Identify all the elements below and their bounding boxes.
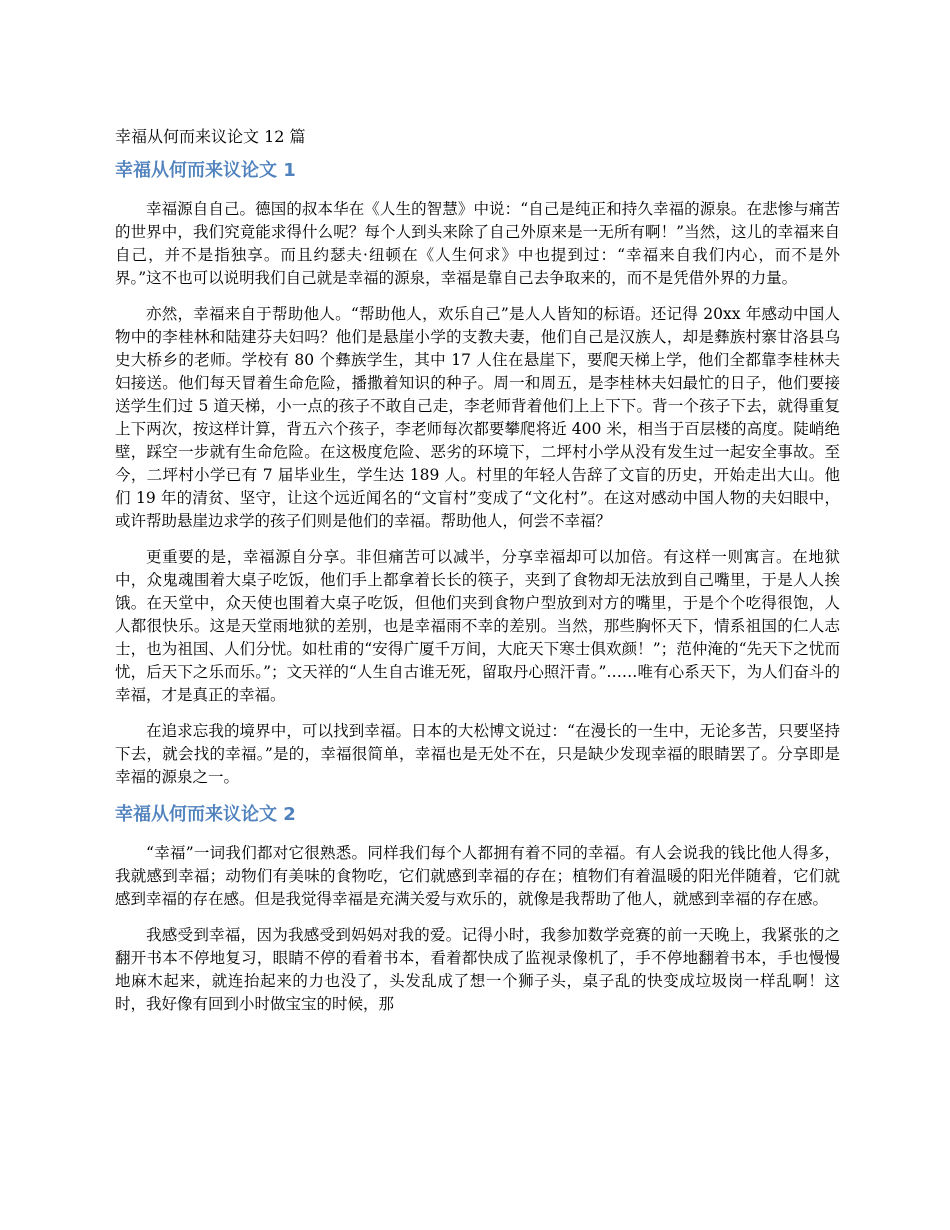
- paragraph: “幸福”一词我们都对它很熟悉。同样我们每个人都拥有着不同的幸福。有人会说我的钱比他人得多，我就感到幸福；动物们有美味的食物吃，它们就感到幸福的存在；植物们有着温暖的阳光伴随着，它们就感到幸福的存在感。但是我觉得幸福是充满关爱与欢乐的，就像是我帮助了他人，就感到幸福的存在感。: [115, 844, 840, 908]
- paragraph: 亦然，幸福来自于帮助他人。“帮助他人，欢乐自己”是人人皆知的标语。还记得 20xx 年感动中国人物中的李桂林和陆建芬夫妇吗？他们是悬崖小学的支教夫妻，他们自己是汉族人，却是彝族村寨甘洛县乌史大桥乡的老师。学校有 80 个彝族学生，其中 17 人住在悬崖下，要爬天梯上学，他们全都靠李桂林夫妇接送。他们每天冒着生命危险，播撒着知识的种子。周一和周五，是李桂林夫妇最忙的日子，他们要接送学生们过 5 道天梯，小一点的孩子不敢自己走，李老师背着他们上上下下。背一个孩子下去，就得重复上下两次，按这样计算，背五六个孩子，李老师每次都要攀爬将近 400 米，相当于百层楼的高度。陡峭绝壁，踩空一步就有生命危险。在这极度危险、恶劣的环境下，二坪村小学从没有发生过一起安全事故。至今，二坪村小学已有 7 届毕业生，学生达 189 人。村里的年轻人告辞了文盲的历史，开始走出大山。他们 19 年的清贫、坚守，让这个远近闻名的“文盲村”变成了“文化村”。在这对感动中国人物的夫妇眼中，或许帮助悬崖边求学的孩子们则是他们的幸福。帮助他人，何尝不幸福？: [115, 305, 840, 530]
- paragraph: 在追求忘我的境界中，可以找到幸福。日本的大松博文说过：“在漫长的一生中，无论多苦，只要坚持下去，就会找的幸福。”是的，幸福很简单，幸福也是无处不在，只是缺少发现幸福的眼睛罢了。分享即是幸福的源泉之一。: [115, 722, 840, 786]
- section-heading: 幸福从何而来议论文 1: [115, 160, 296, 181]
- document-title: 幸福从何而来议论文 12 篇: [115, 127, 306, 146]
- paragraph: 更重要的是，幸福源自分享。非但痛苦可以减半，分享幸福却可以加倍。有这样一则寓言。在地狱中，众鬼魂围着大桌子吃饭，他们手上都拿着长长的筷子，夹到了食物却无法放到自己嘴里，于是人人挨饿。在天堂中，众天使也围着大桌子吃饭，但他们夹到食物户型放到对方的嘴里，于是个个吃得很饱，人人都很快乐。这是天堂雨地狱的差别，也是幸福雨不幸的差别。当然，那些胸怀天下，情系祖国的仁人志士，也为祖国、人们分忧。如杜甫的“安得广厦千万间，大庇天下寒士俱欢颜！”；范仲淹的“先天下之忧而忧，后天下之乐而乐。”；文天祥的“人生自古谁无死，留取丹心照汗青。”……唯有心系天下，为人们奋斗的幸福，才是真正的幸福。: [115, 548, 840, 704]
- paragraph: 幸福源自自己。德国的叔本华在《人生的智慧》中说：“自己是纯正和持久幸福的源泉。在悲惨与痛苦的世界中，我们究竟能求得什么呢？每个人到头来除了自己外原来是一无所有啊！”当然，这儿的幸福来自自己，并不是指独享。而且约瑟夫·纽顿在《人生何求》中也提到过：“幸福来自我们内心，而不是外界。”这不也可以说明我们自己就是幸福的源泉，幸福是靠自己去争取来的，而不是凭借外界的力量。: [115, 200, 840, 287]
- paragraph: 我感受到幸福，因为我感受到妈妈对我的爱。记得小时，我参加数学竞赛的前一天晚上，我紧张的之翻开书本不停地复习，眼睛不停的看着书本，看着都快成了监视录像机了，手不停地翻着书本，手也慢慢地麻木起来，就连抬起来的力也没了，头发乱成了想一个狮子头，桌子乱的快变成垃圾岗一样乱啊！这时，我好像有回到小时做宝宝的时候，那: [115, 926, 840, 1013]
- section-1: [115, 158, 840, 789]
- section-2: [115, 802, 840, 1016]
- section-heading: 幸福从何而来议论文 2: [115, 804, 296, 825]
